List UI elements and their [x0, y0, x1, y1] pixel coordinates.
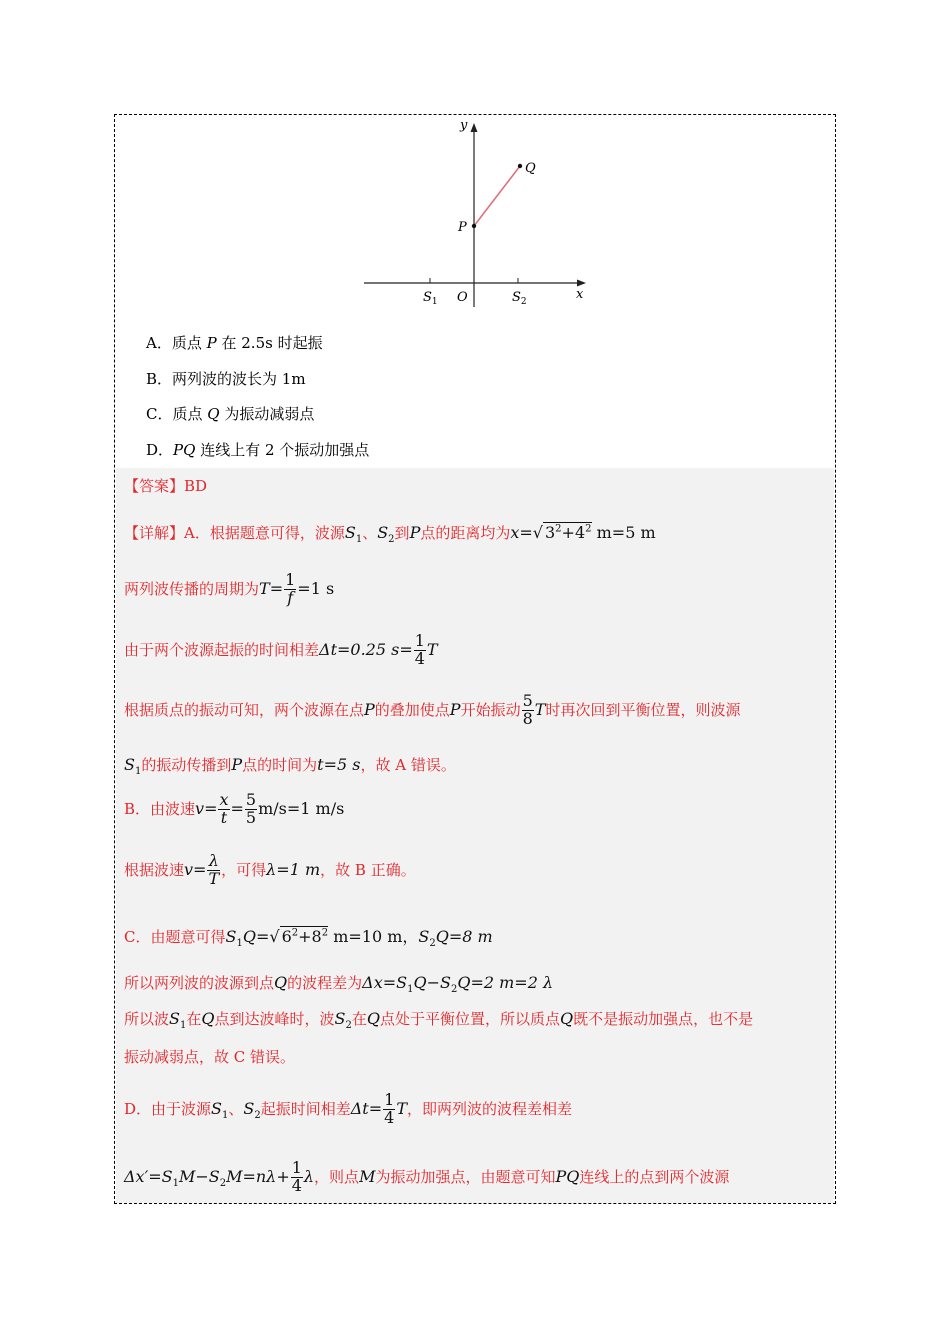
detail-line-5: $S_1$的振动传播到P点的时间为t=5 s，故 A 错误。 — [124, 755, 456, 778]
detail-line-13: $\Delta x'=S_1M-S_2M=n\lambda+$ $\frac{1}{4}$ λ，则点M为振动加强点，由题意可知PQ连线上的点到两个波源 — [124, 1158, 730, 1195]
option-c[interactable]: C．质点 Q 为振动减弱点 — [146, 405, 315, 423]
detail-line-1: 【详解】A．根据题意可得，波源$S_1$、$S_2$到P点的距离均为x=√ $3^2+4^2$ m=5 m — [124, 523, 656, 546]
detail-line-2: 两列波传播的周期为T= $\frac{1}{f}$ =1 s — [124, 570, 335, 607]
s1-label: $S_1$ — [423, 290, 438, 307]
option-d[interactable]: D．PQ 连线上有 2 个振动加强点 — [146, 441, 370, 459]
detail-line-8: C．由题意可得$S_1Q=√$ $6^2+8^2$ m=10 m，$S_2Q=8$ m — [124, 927, 493, 950]
detail-line-3: 由于两个波源起振的时间相差Δt=0.25 s= $\frac{1}{4}$ T — [124, 631, 438, 668]
option-b[interactable]: B．两列波的波长为 1m — [146, 370, 306, 388]
s2-label: $S_2$ — [512, 290, 527, 307]
detail-line-4: 根据质点的振动可知，两个波源在点P的叠加使点P开始振动 $\frac{5}{8}$ T时再次回到平衡位置，则波源 — [124, 691, 741, 728]
detail-line-6: B．由波速v= $\frac{x}{t}$ = $\frac{5}{5}$ m/s=1 m/s — [124, 790, 345, 827]
origin-label: O — [457, 290, 468, 305]
p-label: P — [458, 220, 467, 235]
x-axis-label: x — [576, 287, 584, 302]
q-label: Q — [525, 161, 536, 176]
segment-pq — [474, 166, 520, 226]
option-a[interactable]: A．质点 P 在 2.5s 时起振 — [146, 334, 323, 352]
coordinate-figure — [364, 115, 590, 315]
detail-line-11: 振动减弱点，故 C 错误。 — [124, 1048, 296, 1066]
point-q — [518, 164, 522, 168]
point-p — [472, 224, 476, 228]
detail-line-7: 根据波速v= $\frac{\lambda}{T}$ ，可得λ=1 m，故 B 正确。 — [124, 851, 416, 888]
y-axis-label: y — [460, 118, 468, 133]
detail-line-10: 所以波$S_1$在Q点到达波峰时，波$S_2$在Q点处于平衡位置，所以质点Q既不是振动加强点，也不是 — [124, 1009, 754, 1032]
detail-line-9: 所以两列波的波源到点Q的波程差为$\Delta x=S_1Q-S_2Q=2$ m=2 λ — [124, 973, 554, 996]
y-axis-arrow — [471, 123, 478, 132]
answer-line: 【答案】BD — [124, 477, 208, 495]
detail-line-12: D．由于波源$S_1$、$S_2$起振时间相差Δt= $\frac{1}{4}$ T，即两列波的波程差相差 — [124, 1090, 573, 1127]
x-axis-arrow — [577, 280, 586, 287]
